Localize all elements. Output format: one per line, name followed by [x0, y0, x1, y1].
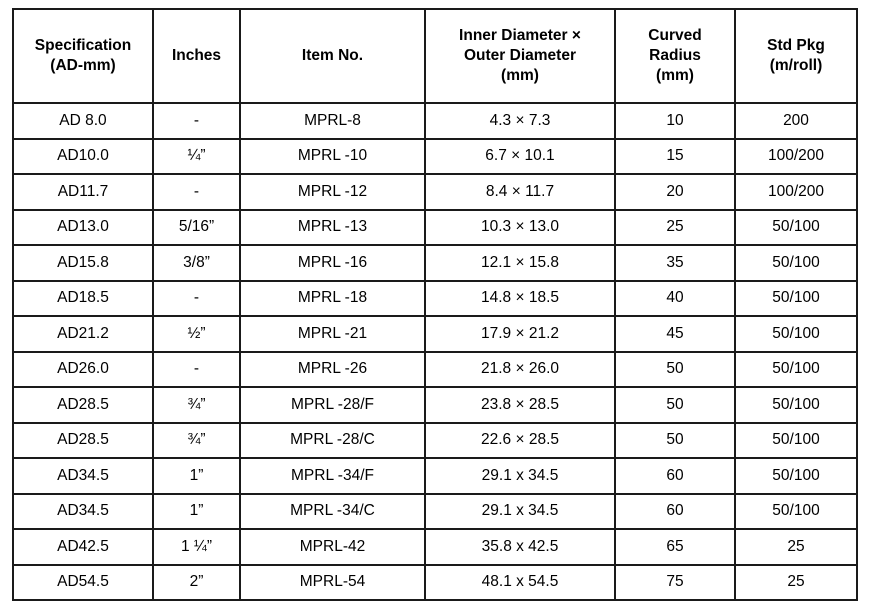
cell-specification: AD15.8 [13, 245, 153, 281]
column-header-specification [13, 9, 153, 103]
cell-specification: AD18.5 [13, 281, 153, 317]
cell-curved-radius: 60 [615, 458, 735, 494]
cell-specification: AD42.5 [13, 529, 153, 565]
column-header-inner-outer-diameter [425, 9, 615, 103]
table-row [13, 245, 857, 281]
cell-std-pkg: 100/200 [735, 139, 857, 175]
cell-curved-radius: 20 [615, 174, 735, 210]
column-header-item-no [240, 9, 425, 103]
header-line: (AD-mm) [50, 57, 116, 74]
cell-inches: - [153, 174, 240, 210]
cell-diameter: 29.1 x 34.5 [425, 494, 615, 530]
cell-curved-radius: 10 [615, 103, 735, 139]
header-line: Curved [648, 27, 702, 45]
column-header-std-pkg [735, 9, 857, 103]
cell-curved-radius: 60 [615, 494, 735, 530]
cell-diameter: 12.1 × 15.8 [425, 245, 615, 281]
cell-specification: AD26.0 [13, 352, 153, 388]
cell-item-no: MPRL -12 [240, 174, 425, 210]
cell-specification: AD28.5 [13, 387, 153, 423]
table-row [13, 423, 857, 459]
cell-curved-radius: 50 [615, 423, 735, 459]
cell-curved-radius: 15 [615, 139, 735, 175]
cell-item-no: MPRL -13 [240, 210, 425, 246]
table-row [13, 565, 857, 601]
cell-item-no: MPRL-42 [240, 529, 425, 565]
cell-diameter: 17.9 × 21.2 [425, 316, 615, 352]
table-row [13, 529, 857, 565]
cell-curved-radius: 35 [615, 245, 735, 281]
cell-inches: 2” [153, 565, 240, 601]
cell-inches: - [153, 352, 240, 388]
cell-diameter: 48.1 x 54.5 [425, 565, 615, 601]
cell-diameter: 8.4 × 11.7 [425, 174, 615, 210]
header-line: Item No. [301, 47, 364, 65]
cell-curved-radius: 50 [615, 387, 735, 423]
cell-diameter: 22.6 × 28.5 [425, 423, 615, 459]
cell-specification: AD21.2 [13, 316, 153, 352]
table-header [13, 9, 857, 103]
header-line: Radius [649, 47, 701, 65]
header-line: (m/roll) [769, 57, 823, 74]
table-row [13, 458, 857, 494]
cell-specification: AD54.5 [13, 565, 153, 601]
cell-inches: 1” [153, 458, 240, 494]
cell-curved-radius: 40 [615, 281, 735, 317]
cell-inches: ½” [153, 316, 240, 352]
document-page [0, 8, 870, 591]
table-body [13, 103, 857, 600]
cell-std-pkg: 50/100 [735, 352, 857, 388]
cell-std-pkg: 50/100 [735, 494, 857, 530]
cell-std-pkg: 50/100 [735, 210, 857, 246]
cell-item-no: MPRL-54 [240, 565, 425, 601]
cell-specification: AD 8.0 [13, 103, 153, 139]
cell-item-no: MPRL-8 [240, 103, 425, 139]
cell-diameter: 21.8 × 26.0 [425, 352, 615, 388]
cell-specification: AD13.0 [13, 210, 153, 246]
header-row [13, 9, 857, 103]
cell-curved-radius: 45 [615, 316, 735, 352]
table-row [13, 281, 857, 317]
cell-diameter: 10.3 × 13.0 [425, 210, 615, 246]
specification-table [12, 8, 858, 601]
cell-inches: - [153, 103, 240, 139]
cell-item-no: MPRL -10 [240, 139, 425, 175]
table-row [13, 387, 857, 423]
table-row [13, 139, 857, 175]
cell-item-no: MPRL -34/F [240, 458, 425, 494]
cell-curved-radius: 65 [615, 529, 735, 565]
cell-std-pkg: 100/200 [735, 174, 857, 210]
table-row [13, 210, 857, 246]
cell-specification: AD34.5 [13, 458, 153, 494]
cell-specification: AD11.7 [13, 174, 153, 210]
cell-diameter: 6.7 × 10.1 [425, 139, 615, 175]
cell-std-pkg: 25 [735, 565, 857, 601]
header-line: Std Pkg [767, 37, 825, 55]
cell-inches: 1 ¼” [153, 529, 240, 565]
table-row [13, 316, 857, 352]
cell-std-pkg: 50/100 [735, 245, 857, 281]
table-row [13, 103, 857, 139]
cell-curved-radius: 50 [615, 352, 735, 388]
table-row [13, 494, 857, 530]
cell-item-no: MPRL -28/F [240, 387, 425, 423]
cell-specification: AD28.5 [13, 423, 153, 459]
cell-item-no: MPRL -26 [240, 352, 425, 388]
cell-item-no: MPRL -28/C [240, 423, 425, 459]
header-line: Inches [171, 47, 222, 65]
cell-item-no: MPRL -18 [240, 281, 425, 317]
cell-curved-radius: 25 [615, 210, 735, 246]
cell-inches: 1” [153, 494, 240, 530]
cell-std-pkg: 50/100 [735, 458, 857, 494]
header-line: (mm) [501, 66, 539, 84]
cell-inches: ¾” [153, 387, 240, 423]
cell-inches: - [153, 281, 240, 317]
cell-std-pkg: 50/100 [735, 387, 857, 423]
cell-curved-radius: 75 [615, 565, 735, 601]
column-header-curved-radius [615, 9, 735, 103]
header-line: Outer Diameter [464, 47, 576, 65]
cell-diameter: 29.1 x 34.5 [425, 458, 615, 494]
cell-item-no: MPRL -21 [240, 316, 425, 352]
cell-inches: 3/8” [153, 245, 240, 281]
header-line: (mm) [656, 66, 694, 84]
cell-item-no: MPRL -16 [240, 245, 425, 281]
cell-inches: 5/16” [153, 210, 240, 246]
cell-inches: ¾” [153, 423, 240, 459]
table-row [13, 352, 857, 388]
cell-std-pkg: 50/100 [735, 316, 857, 352]
cell-std-pkg: 25 [735, 529, 857, 565]
table-row [13, 174, 857, 210]
cell-std-pkg: 200 [735, 103, 857, 139]
cell-specification: AD34.5 [13, 494, 153, 530]
cell-std-pkg: 50/100 [735, 281, 857, 317]
cell-diameter: 4.3 × 7.3 [425, 103, 615, 139]
header-line: Inner Diameter × [459, 27, 581, 45]
cell-item-no: MPRL -34/C [240, 494, 425, 530]
cell-specification: AD10.0 [13, 139, 153, 175]
cell-diameter: 23.8 × 28.5 [425, 387, 615, 423]
cell-std-pkg: 50/100 [735, 423, 857, 459]
cell-inches: ¼” [153, 139, 240, 175]
column-header-inches [153, 9, 240, 103]
cell-diameter: 14.8 × 18.5 [425, 281, 615, 317]
cell-diameter: 35.8 x 42.5 [425, 529, 615, 565]
header-line: Specification [34, 37, 132, 55]
